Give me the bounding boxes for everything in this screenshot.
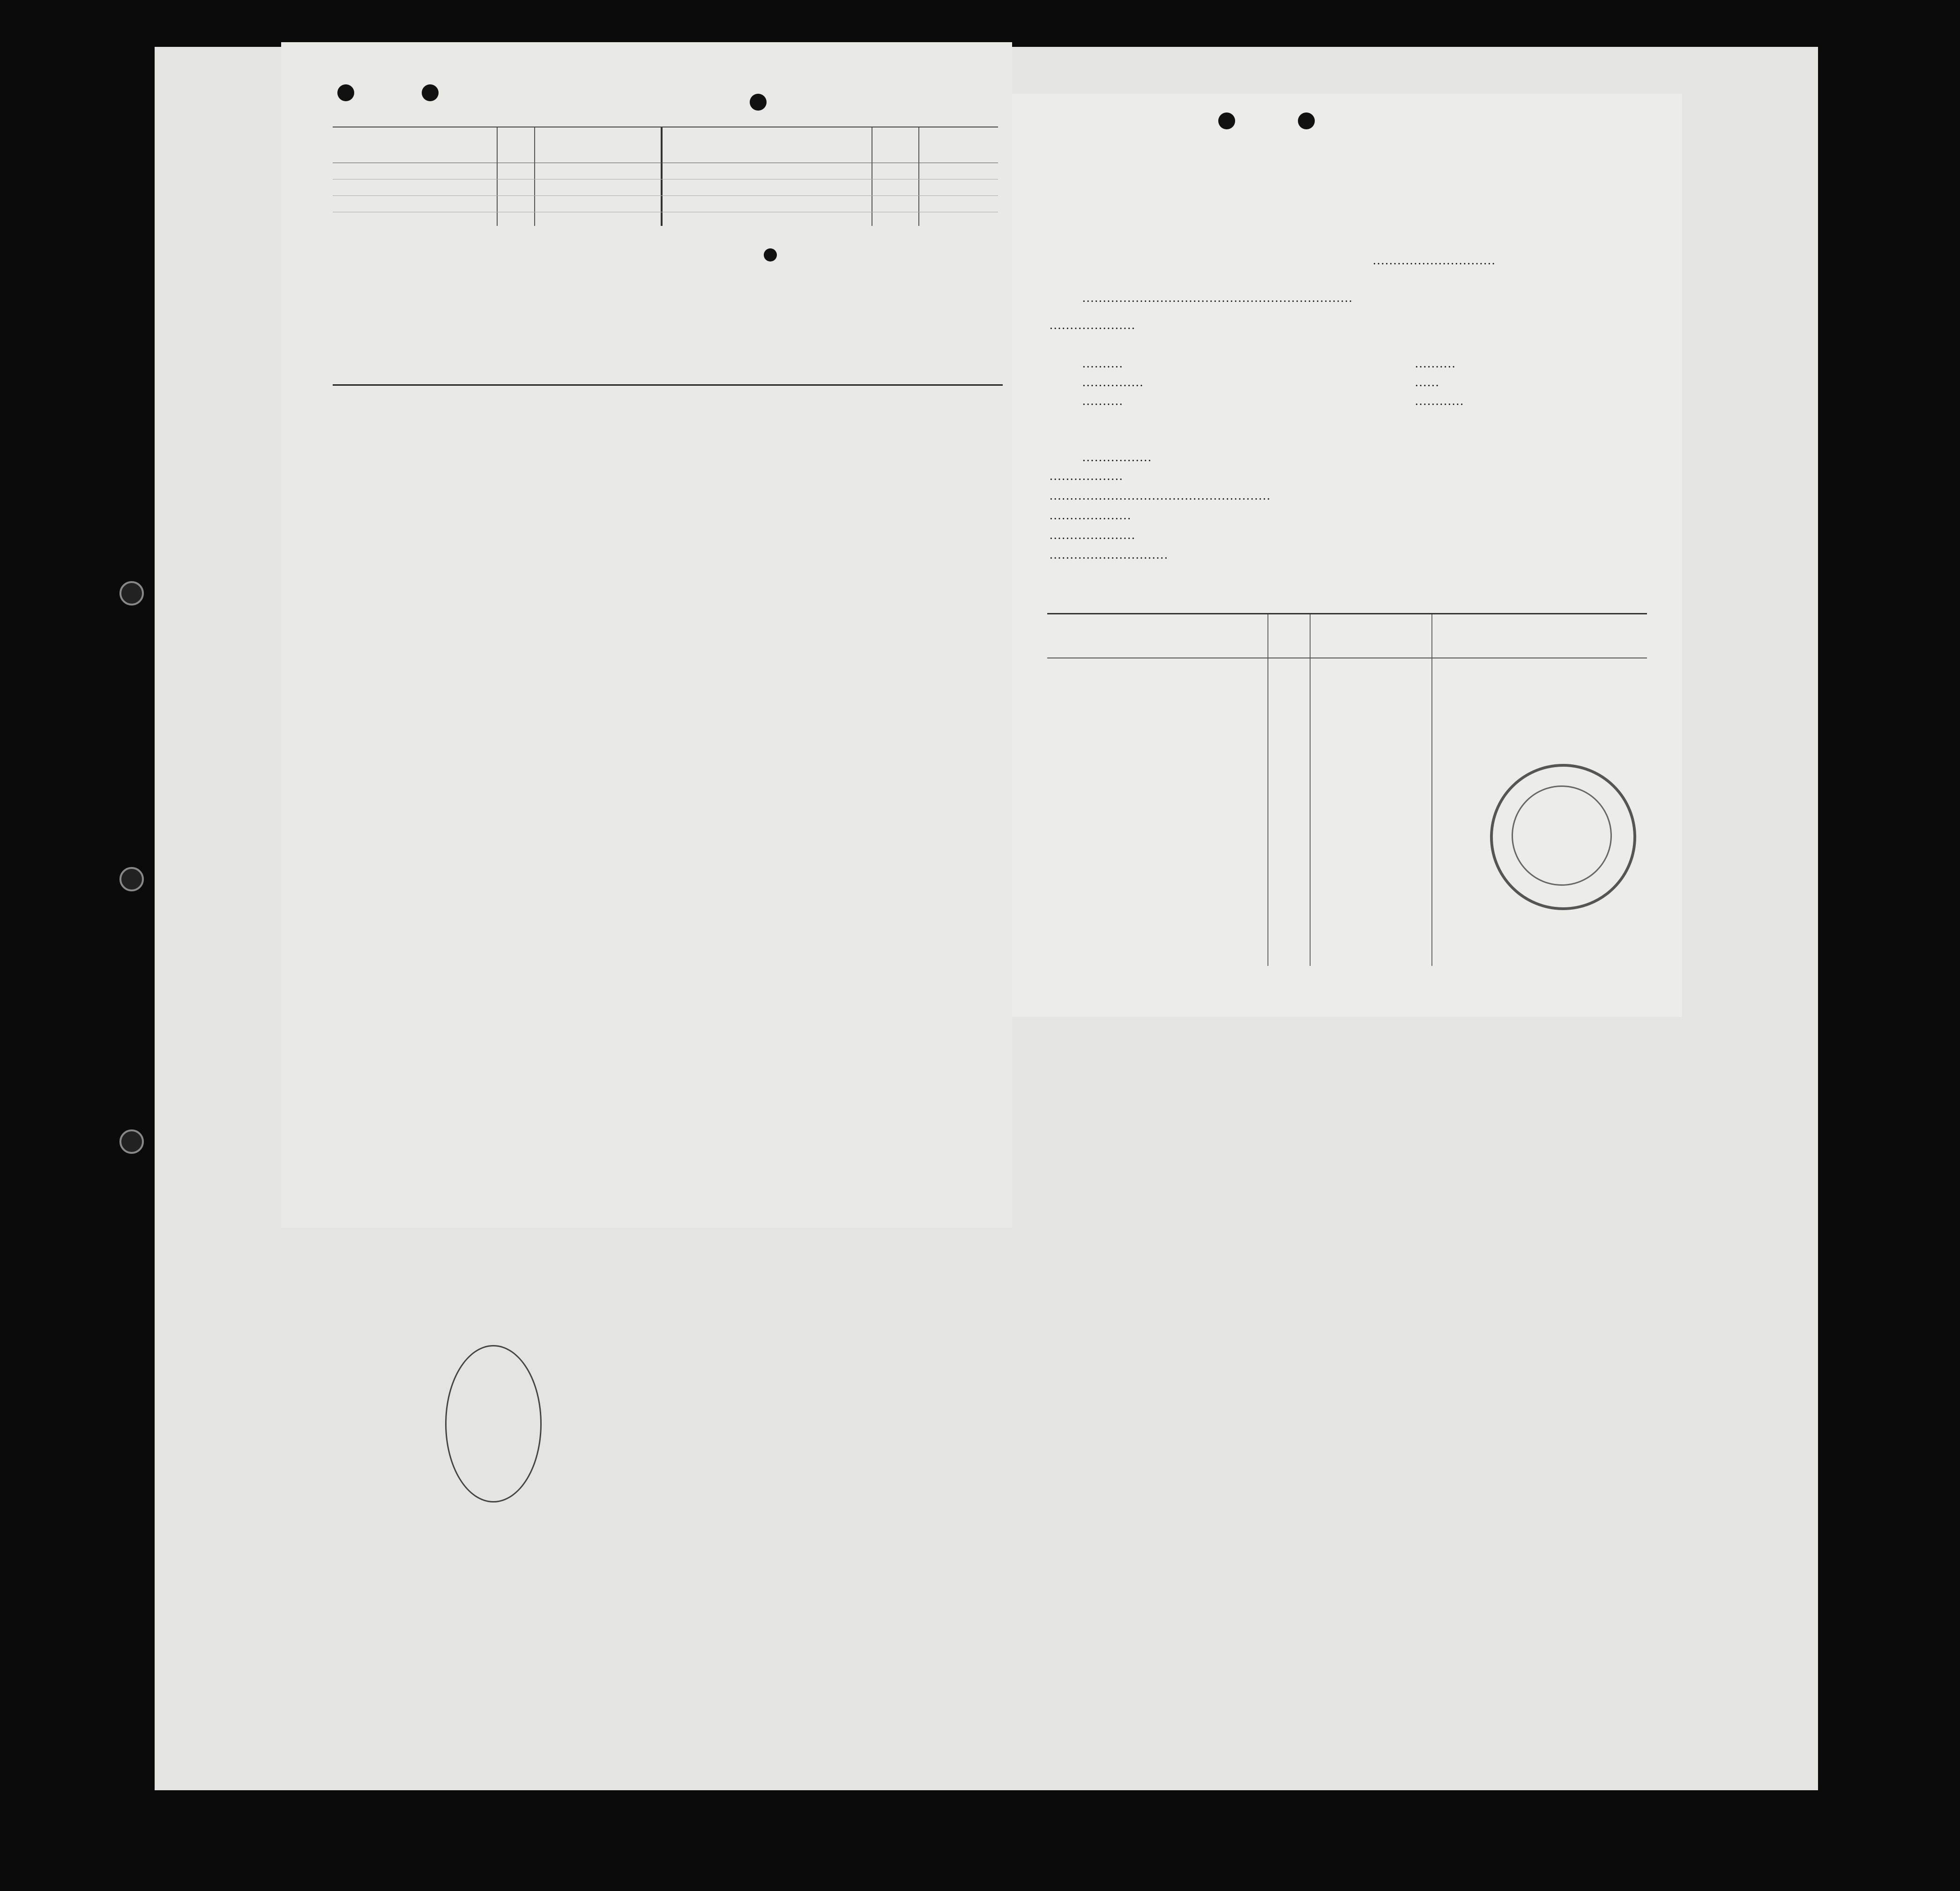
seamen-signed-table (333, 127, 998, 226)
punch-hole (1298, 112, 1315, 129)
port-line: .............................. (1373, 253, 1496, 267)
header-rule (333, 384, 1003, 386)
via-line: ..................... (1050, 528, 1136, 542)
master-line: .................................................................. (1082, 291, 1353, 305)
immigration-stamp (1490, 764, 1636, 910)
binder-ring (119, 1129, 144, 1154)
total-this-date: ............ (1415, 394, 1464, 408)
signed-on-count: .......... (1082, 394, 1124, 408)
manifest-bottom-columns (384, 1247, 1593, 1603)
discharged-count: ............... (1082, 375, 1144, 389)
arrived-line: ................. (1082, 450, 1152, 464)
voyage-line: ............................. (1050, 547, 1169, 561)
expected-line: .................... (1050, 508, 1132, 522)
voyage-dates (834, 258, 876, 385)
punch-hole (1218, 112, 1235, 129)
printer-imprint (1734, 197, 1762, 431)
sheet-number (1621, 1547, 1649, 1558)
hospital-count: ...... (1415, 375, 1440, 389)
punch-hole (764, 248, 777, 262)
consignee-line: .................. (1050, 469, 1124, 483)
binder-ring (119, 581, 144, 605)
punch-hole (422, 84, 439, 101)
handwritten-total-note (1612, 979, 1668, 1495)
punch-hole (750, 94, 767, 111)
crew-list-page (281, 42, 1012, 1228)
from-port-line: ..................... (1050, 318, 1136, 332)
punch-hole (337, 84, 354, 101)
deserted-count: .......... (1415, 356, 1456, 370)
lying-line: ...................................................... (1050, 488, 1271, 502)
binder-ring (119, 867, 144, 891)
total-arrival: .......... (1082, 356, 1124, 370)
